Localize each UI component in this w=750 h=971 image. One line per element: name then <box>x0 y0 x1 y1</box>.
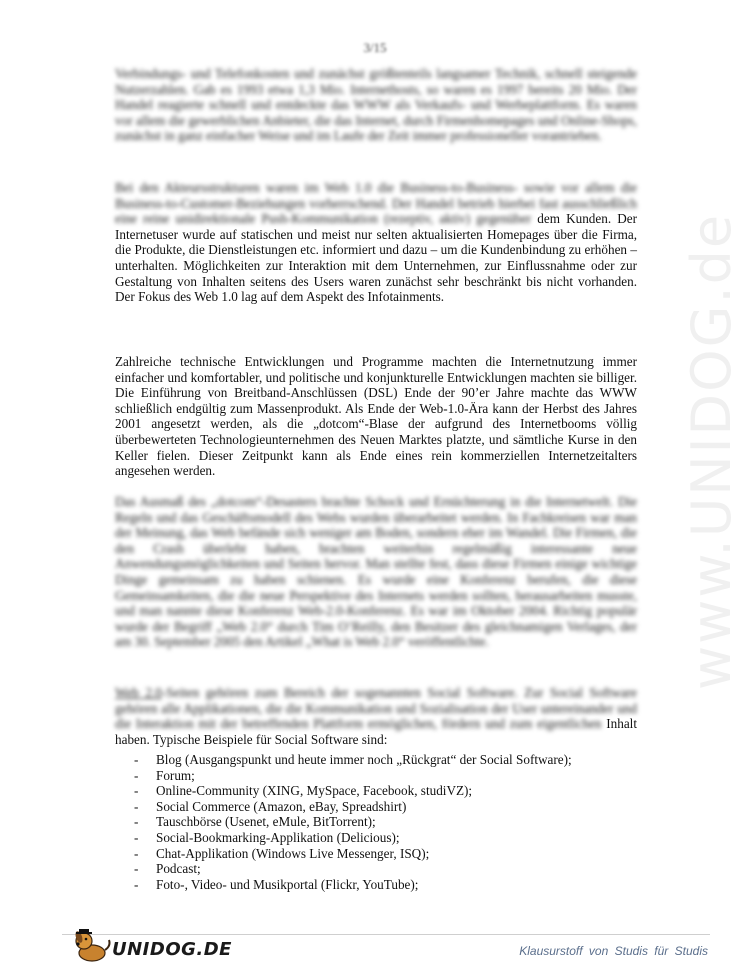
list-item <box>134 814 634 830</box>
logo-text: UNIDOG.DE <box>112 939 232 960</box>
bullet-dash: - <box>134 767 139 783</box>
paragraph-2-blurred: Bei den Akteursstrukturen waren im Web 1.0 die Business-to-Business- sowie vor allem die Business-to-Customer-Beziehungen vorherrschend. Der Handel betrieb hierbei fast ausschließlich eine reine unidirektionale Push-Kommunikation (rezeptiv, aktiv) gegenüber <box>115 180 637 227</box>
footer-slogan: Klausurstoff von Studis für Studis <box>519 944 708 958</box>
list-item-text: Social-Bookmarking-Applikation (Delicious); <box>156 829 400 845</box>
bullet-dash: - <box>134 752 139 767</box>
list-item-text: Online-Community (XING, MySpace, Facebook, studiVZ); <box>156 783 473 799</box>
paragraph-1: Verbindungs- und Telefonkosten und zunächst größtenteils langsamer Technik, schnell steigende Nutzerzahlen. Gab es 1993 etwa 1,3 Mio. Internethosts, so waren es 1997 bereits 20 Mio. Der Handel reagierte schnell und entdeckte das WWW als Verkaufs- und Werbeplattform. Es waren vor allem die gewerblichen Anbieter, die das Internet, durch Firmenhomepages und Online-Shops, zunächst in ganz einfacher Weise und im Laufe der Zeit immer professioneller vorantrieben. <box>115 66 637 144</box>
list-item-text: Podcast; <box>156 861 201 877</box>
paragraph-4: Das Ausmaß des „dotcom“-Desasters brachte Schock und Ernüchterung in die Internetwelt. Die Regeln und das Geschäftsmodell des Webs wurden überarbeitet werden. In Fachkreisen war man der Meinung, das Web befände sich weniger am Boden, sondern eher im Wandel. Die Firmen, die den Crash überlebt haben, brachten weiterhin regelmäßig interessante neue Anwendungsmöglichkeiten und Seiten hervor. Man stellte fest, dass diese Firmen einige wichtige Dinge gemeinsam zu haben schienen. Es wurde eine Konferenz berufen, die diese Gemeinsamkeiten, die die neue Perspektive des Internets werden sollten, herausarbeiten musste, und man nannte diese Konferenz Web-2.0-Konferenz. Es war im Oktober 2004. Richtig populär wurde der Begriff „Web 2.0“ durch Tim O’Reilly, den Besitzer des gleichnamigen Verlages, der am 30. September 2005 den Artikel „What is Web 2.0“ veröffentlichte. <box>115 494 637 650</box>
watermark: www.UNIDOG.de <box>680 212 743 690</box>
bullet-dash: - <box>134 876 139 892</box>
list-item <box>134 861 634 877</box>
page-number: 3/15 <box>363 40 387 55</box>
list-item <box>134 877 634 893</box>
bullet-dash: - <box>134 798 139 814</box>
footer-logo[interactable] <box>70 925 250 965</box>
paragraph-2 <box>115 180 637 305</box>
list-item-text: Social Commerce (Amazon, eBay, Spreadshirt) <box>156 798 407 814</box>
paragraph-3: Zahlreiche technische Entwicklungen und Programme machten die Internetnutzung immer einfacher und komfortabler, und politische und konjunkturelle Entwicklungen machten sie billiger. Die Einführung von Breitband-Anschlüssen (DSL) Ende der 90’er Jahre machte das WWW schließlich endgültig zum Massenprodukt. Als Ende der Web-1.0-Ära kann der Herbst des Jahres 2001 angesetzt werden, als die „dotcom“-Blase der aufgrund des Internetbooms völlig überbewerteten Technologieunternehmen des Neuen Marktes platzte, und sämtliche Kurse in den Keller fielen. Dieser Zeitpunkt kann als Ende eines rein kommerziellen Internetzeitalters angesehen werden. <box>115 354 637 479</box>
bullet-dash: - <box>134 861 139 877</box>
paragraph-5-clear: Inhalt haben. Typische Beispiele für Social Software sind: <box>115 716 637 747</box>
bullet-dash: - <box>134 783 139 799</box>
list-item <box>134 846 634 862</box>
list-item-text: Tauschbörse (Usenet, eMule, BitTorrent); <box>156 814 376 830</box>
list-item <box>134 799 634 815</box>
paragraph-5 <box>115 685 637 747</box>
web20-link[interactable]: Web 2.0 <box>115 685 162 700</box>
list-item <box>134 830 634 846</box>
bullet-dash: - <box>134 829 139 845</box>
bullet-dash: - <box>134 814 139 830</box>
list-item-text: Chat-Applikation (Windows Live Messenger, ISQ); <box>156 845 430 861</box>
paragraph-5-blurred: -Seiten gehören zum Bereich der sogenannten Social Software. Zur Social Software gehören alle Applikationen, die die Kommunikation und Sozialisation der User untereinander und die Interaktion mit der betreffenden Plattform ermöglichen, fördern und zum eigentlichen <box>115 685 637 732</box>
paragraph-2-clear: dem Kunden. Der Internetuser wurde auf statischen und meist nur selten aktualisierten Homepages über die Firma, die Produkte, die Dienstleistungen etc. informiert und dazu – um die Kundenbindung zu erhöhen – unterhalten. Möglichkeiten zur Interaktion mit dem Unternehmen, zur Einflussnahme oder zur Gestaltung von Inhalten seitens des Users waren zunächst sehr beschränkt bis nicht vorhanden. Der Fokus des Web 1.0 lag auf dem Aspekt des Infotainments. <box>115 211 637 305</box>
list-item <box>134 768 634 784</box>
list-item-text: Blog (Ausgangspunkt und heute immer noch „Rückgrat“ der Social Software); <box>156 752 572 767</box>
list-item-text: Forum; <box>156 767 195 783</box>
list-item <box>134 783 634 799</box>
social-software-list <box>134 752 634 892</box>
list-item-text: Foto-, Video- und Musikportal (Flickr, YouTube); <box>156 876 419 892</box>
list-item <box>134 752 634 768</box>
bullet-dash: - <box>134 845 139 861</box>
dog-mascot-icon <box>70 925 114 965</box>
